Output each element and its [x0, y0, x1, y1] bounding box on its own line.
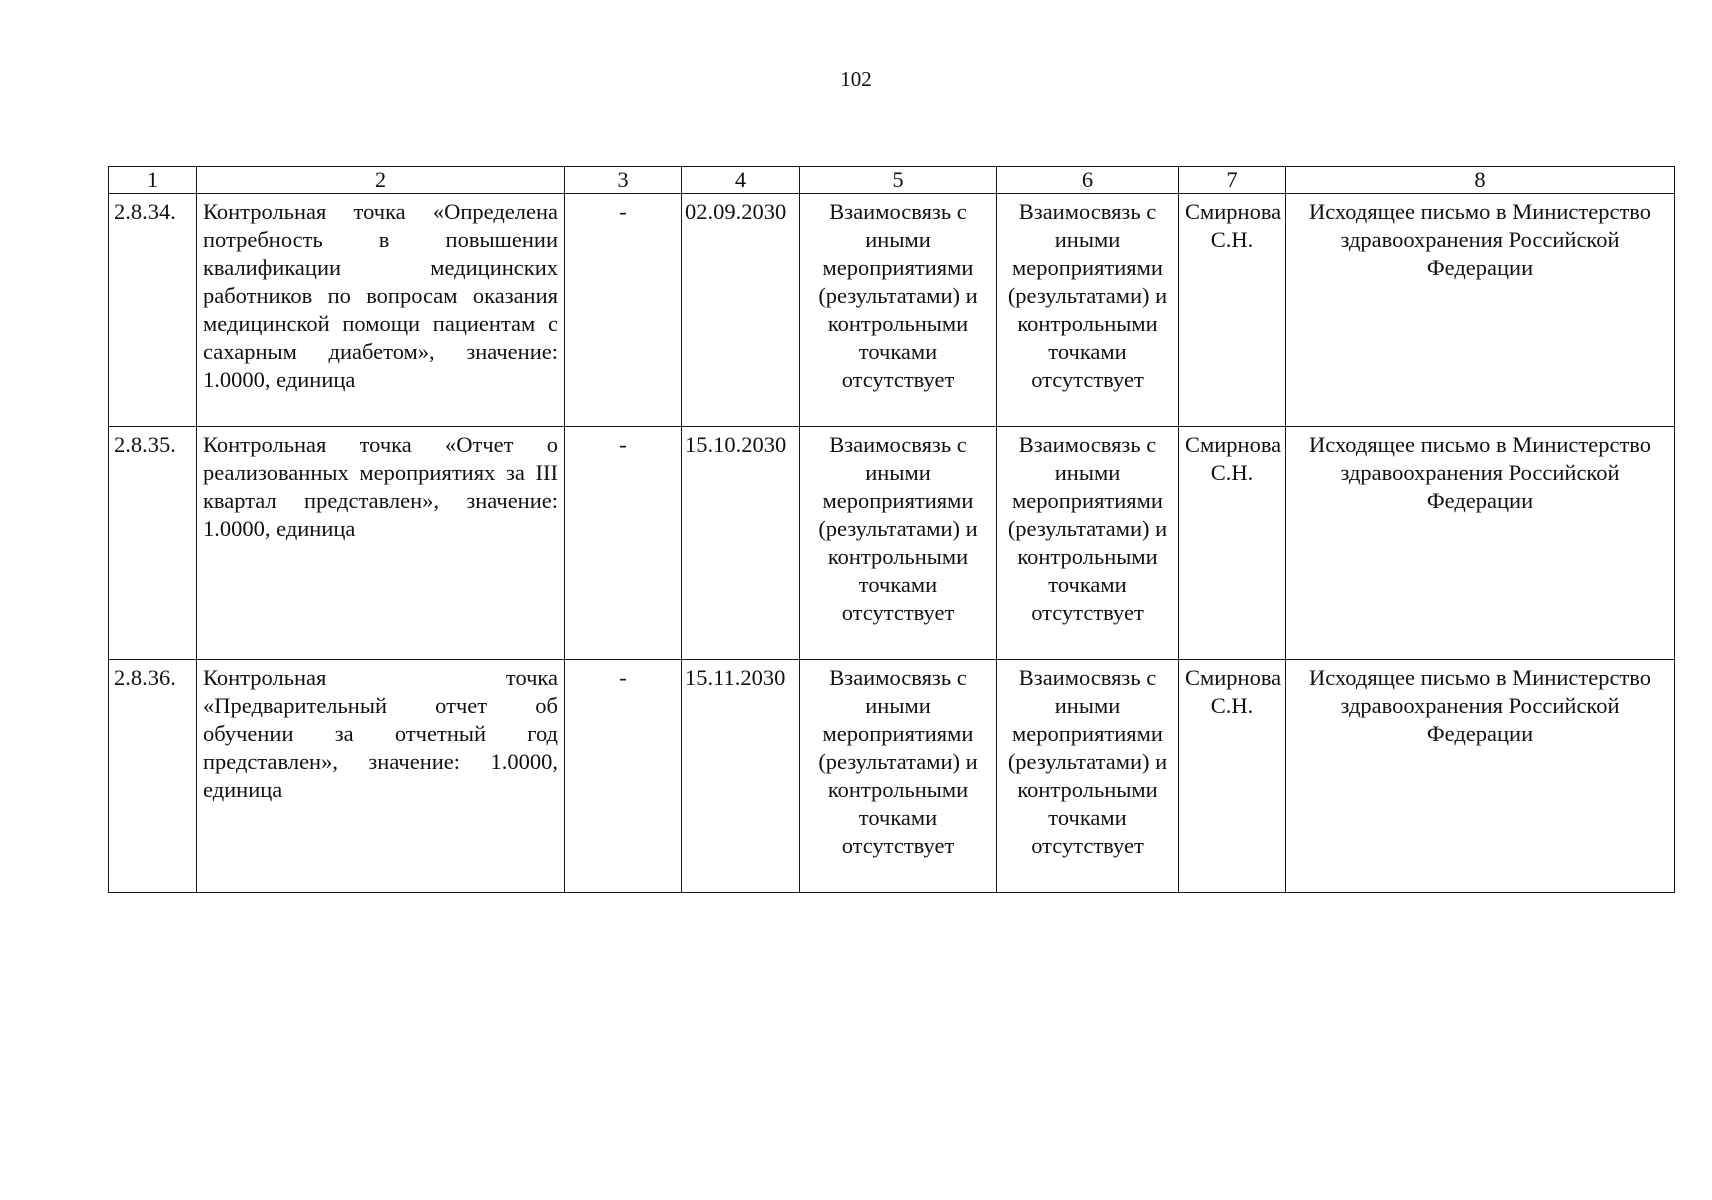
control-point-name: Контрольная точка «Определена потребность в повышении квалификации медицинских работников по вопросам оказания медицинской помощи пациентам с сахарным диабетом», значение: 1.0000, единица [197, 194, 565, 427]
column-header: 6 [997, 167, 1179, 194]
row-number: 2.8.35. [109, 427, 197, 660]
link-events: Взаимосвязь с иными мероприятиями (результатами) и контрольными точками отсутствует [800, 194, 997, 427]
due-date: 15.11.2030 [682, 660, 800, 893]
column-header: 5 [800, 167, 997, 194]
row-number: 2.8.34. [109, 194, 197, 427]
control-point-name: Контрольная точка «Отчет о реализованных мероприятиях за III квартал представлен», значение: 1.0000, единица [197, 427, 565, 660]
confirming-document: Исходящее письмо в Министерство здравоохранения Российской Федерации [1286, 660, 1675, 893]
control-point-name: Контрольная точка «Предварительный отчет об обучении за отчетный год представлен», значение: 1.0000, единица [197, 660, 565, 893]
column-header: 2 [197, 167, 565, 194]
column-3-value: - [565, 194, 682, 427]
responsible-person: Смирнова С.Н. [1179, 194, 1286, 427]
table-row [109, 194, 1675, 427]
link-events: Взаимосвязь с иными мероприятиями (результатами) и контрольными точками отсутствует [800, 660, 997, 893]
table-header-row [109, 167, 1675, 194]
column-header: 1 [109, 167, 197, 194]
due-date: 15.10.2030 [682, 427, 800, 660]
column-3-value: - [565, 427, 682, 660]
column-3-value: - [565, 660, 682, 893]
column-header: 7 [1179, 167, 1286, 194]
column-header: 8 [1286, 167, 1675, 194]
link-results: Взаимосвязь с иными мероприятиями (результатами) и контрольными точками отсутствует [997, 660, 1179, 893]
responsible-person: Смирнова С.Н. [1179, 427, 1286, 660]
link-results: Взаимосвязь с иными мероприятиями (результатами) и контрольными точками отсутствует [997, 194, 1179, 427]
column-header: 3 [565, 167, 682, 194]
confirming-document: Исходящее письмо в Министерство здравоохранения Российской Федерации [1286, 194, 1675, 427]
due-date: 02.09.2030 [682, 194, 800, 427]
link-results: Взаимосвязь с иными мероприятиями (результатами) и контрольными точками отсутствует [997, 427, 1179, 660]
table-row [109, 427, 1675, 660]
page-number: 102 [840, 67, 872, 91]
row-number: 2.8.36. [109, 660, 197, 893]
responsible-person: Смирнова С.Н. [1179, 660, 1286, 893]
confirming-document: Исходящее письмо в Министерство здравоохранения Российской Федерации [1286, 427, 1675, 660]
table-row [109, 660, 1675, 893]
column-header: 4 [682, 167, 800, 194]
link-events: Взаимосвязь с иными мероприятиями (результатами) и контрольными точками отсутствует [800, 427, 997, 660]
control-points-table [108, 166, 1675, 893]
